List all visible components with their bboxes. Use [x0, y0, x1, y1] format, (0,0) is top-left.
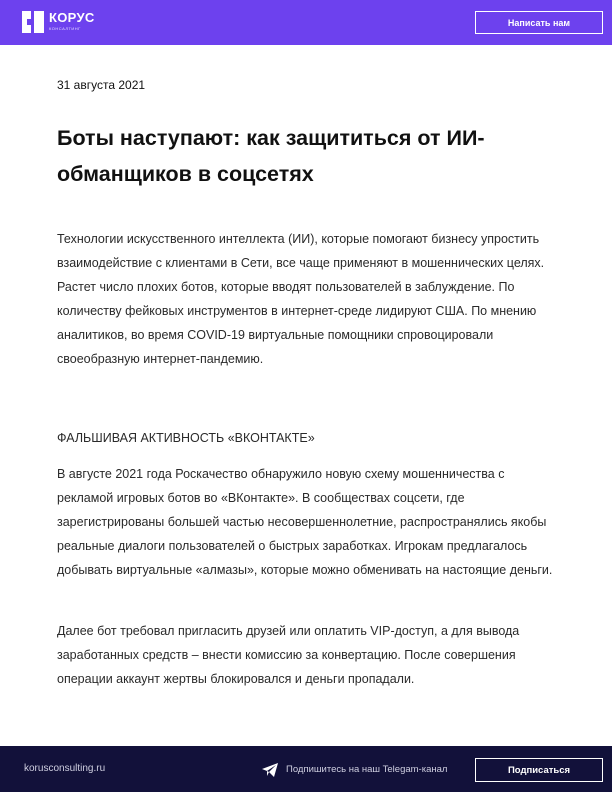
- korus-logo[interactable]: [22, 11, 95, 33]
- article-title: Боты наступают: как защититься от ИИ-обманщиков в соцсетях: [57, 126, 485, 186]
- telegram-cta-text: Подпишитесь на наш Telegam-канал: [286, 764, 448, 775]
- footer-site-link[interactable]: korusconsulting.ru: [24, 763, 106, 774]
- logo-subtitle: КОНСАЛТИНГ: [49, 26, 81, 31]
- article-paragraph-3: Далее бот требовал пригласить друзей или оплатить VIP-доступ, а для вывода заработанных средств – внести комиссию за конвертацию. После совершения операции аккаунт жертвы блокировался и деньги пропадали.: [57, 624, 520, 686]
- top-header: [0, 0, 612, 45]
- logo-name: КОРУС: [49, 10, 95, 25]
- write-us-button[interactable]: Написать нам: [475, 11, 603, 34]
- article-paragraph-2: В августе 2021 года Роскачество обнаружило новую схему мошенничества с рекламой игровых ботов во «ВКонтакте». В сообществах соцсети, где зарегистрированы большей частью несовершеннолетние, распространялись якобы реальные диалоги пользователей о быстрых заработках. Игрокам предлагалось добывать виртуальные «алмазы», которые можно обменивать на настоящие деньги.: [57, 467, 553, 577]
- article-date: 31 августа 2021: [57, 78, 146, 92]
- subscribe-button[interactable]: Подписаться: [475, 758, 603, 782]
- section-heading: ФАЛЬШИВАЯ АКТИВНОСТЬ «ВКОНТАКТЕ»: [57, 431, 315, 445]
- article-paragraph-1: Технологии искусственного интеллекта (ИИ), которые помогают бизнесу упростить взаимодействие с клиентами в Сети, все чаще применяют в мошеннических целях. Растет число плохих ботов, которые вводят пользователей в заблуждение. По количеству фейковых инструментов в интернет-среде лидируют США. По мнению аналитиков, во время COVID-19 виртуальные помощники спровоцировали своеобразную интернет-пандемию.: [57, 232, 545, 366]
- korus-logo-icon: [22, 11, 44, 33]
- telegram-icon: [262, 763, 278, 777]
